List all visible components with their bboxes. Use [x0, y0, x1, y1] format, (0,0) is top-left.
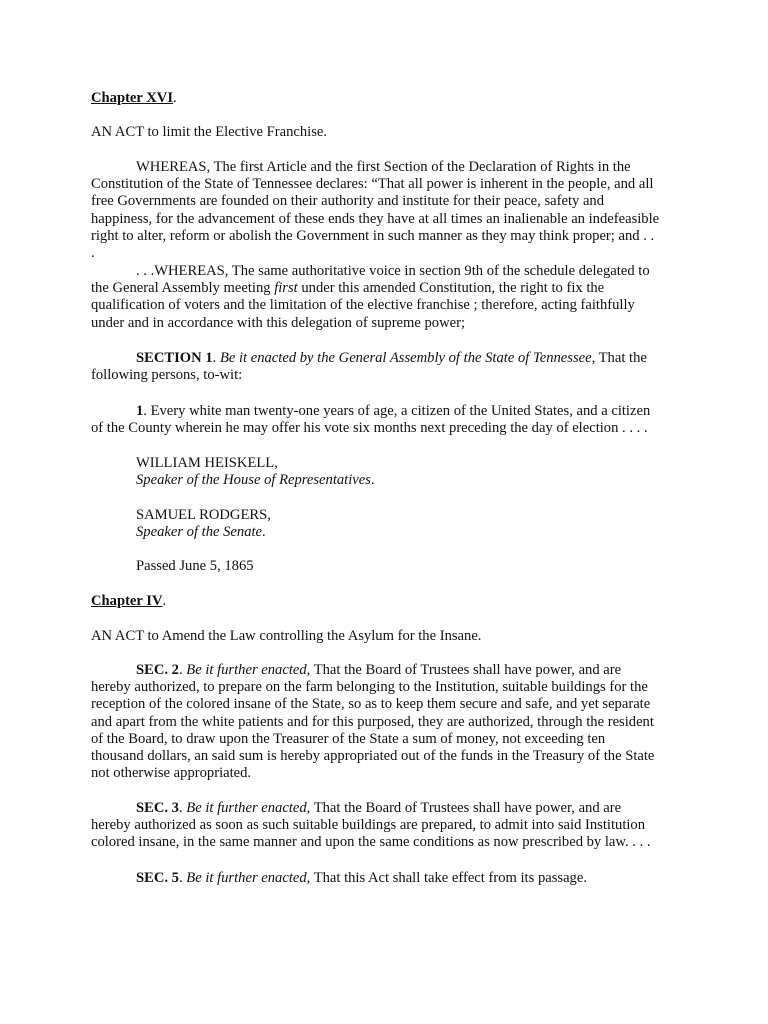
chapter-iv-heading: Chapter IV. [91, 593, 167, 609]
act-title-asylum: AN ACT to Amend the Law controlling the Asylum for the Insane. [91, 628, 482, 644]
sec-5: SEC. 5. Be it further enacted, That this Act shall take effect from its passage. [136, 870, 587, 886]
sec-3: SEC. 3. Be it further enacted, That the Board of Trustees shall have power, and are hereby authorized as soon as such suitable buildings are prepared, to admit into said Institution colored insane, in the same manner and upon the same conditions as now prescribed by law. . . . [91, 800, 651, 851]
signature-rodgers: SAMUEL RODGERS, Speaker of the Senate. [136, 507, 271, 541]
chapter-iv-title: Chapter IV [91, 593, 163, 609]
whereas-paragraph-2: . . .WHEREAS, The same authoritative voice in section 9th of the schedule delegated to the General Assembly meeting first under this amended Constitution, the right to fix the qualification of voters and the limitation of the elective franchise ; therefore, acting faithfully under and in accordance with this delegation of supreme power; [91, 263, 650, 331]
chapter-xvi-heading: Chapter XVI. [91, 90, 177, 106]
act-title-elective-franchise: AN ACT to limit the Elective Franchise. [91, 124, 328, 140]
chapter-xvi-title: Chapter XVI [91, 90, 174, 106]
signature-heiskell: WILLIAM HEISKELL, Speaker of the House of Representatives. [136, 455, 375, 489]
item-1: 1. Every white man twenty-one years of age, a citizen of the United States, and a citizen of the County wherein he may offer his vote six months next preceding the day of election . . . . [91, 403, 651, 437]
passed-date: Passed June 5, 1865 [136, 558, 254, 574]
sec-2: SEC. 2. Be it further enacted, That the Board of Trustees shall have power, and are hereby authorized, to prepare on the farm belonging to the Institution, suitable buildings for the reception of the colored insane of the State, so as to keep them secure and safe, and yet separate and apart from the white patients and for this purposed, they are authorized, through the resident of the Board, to draw upon the Treasurer of the State a sum of money, not exceeding ten thousand dollars, an said sum is hereby appropriated out of the funds in the Treasury of the State not otherwise appropriated. [91, 662, 655, 782]
whereas-paragraph-1: WHEREAS, The first Article and the first Section of the Declaration of Rights in the Constitution of the State of Tennessee declares: “That all power is inherent in the people, and all free Governments are founded on their authority and institute for their peace, safety and happiness, for the advancement of these ends they have at all times an inalienable an indefeasible right to alter, reform or abolish the Government in such manner as they may think proper; and . . . [91, 159, 660, 262]
section-1: SECTION 1. Be it enacted by the General Assembly of the State of Tennessee, That the following persons, to-wit: [91, 350, 647, 384]
